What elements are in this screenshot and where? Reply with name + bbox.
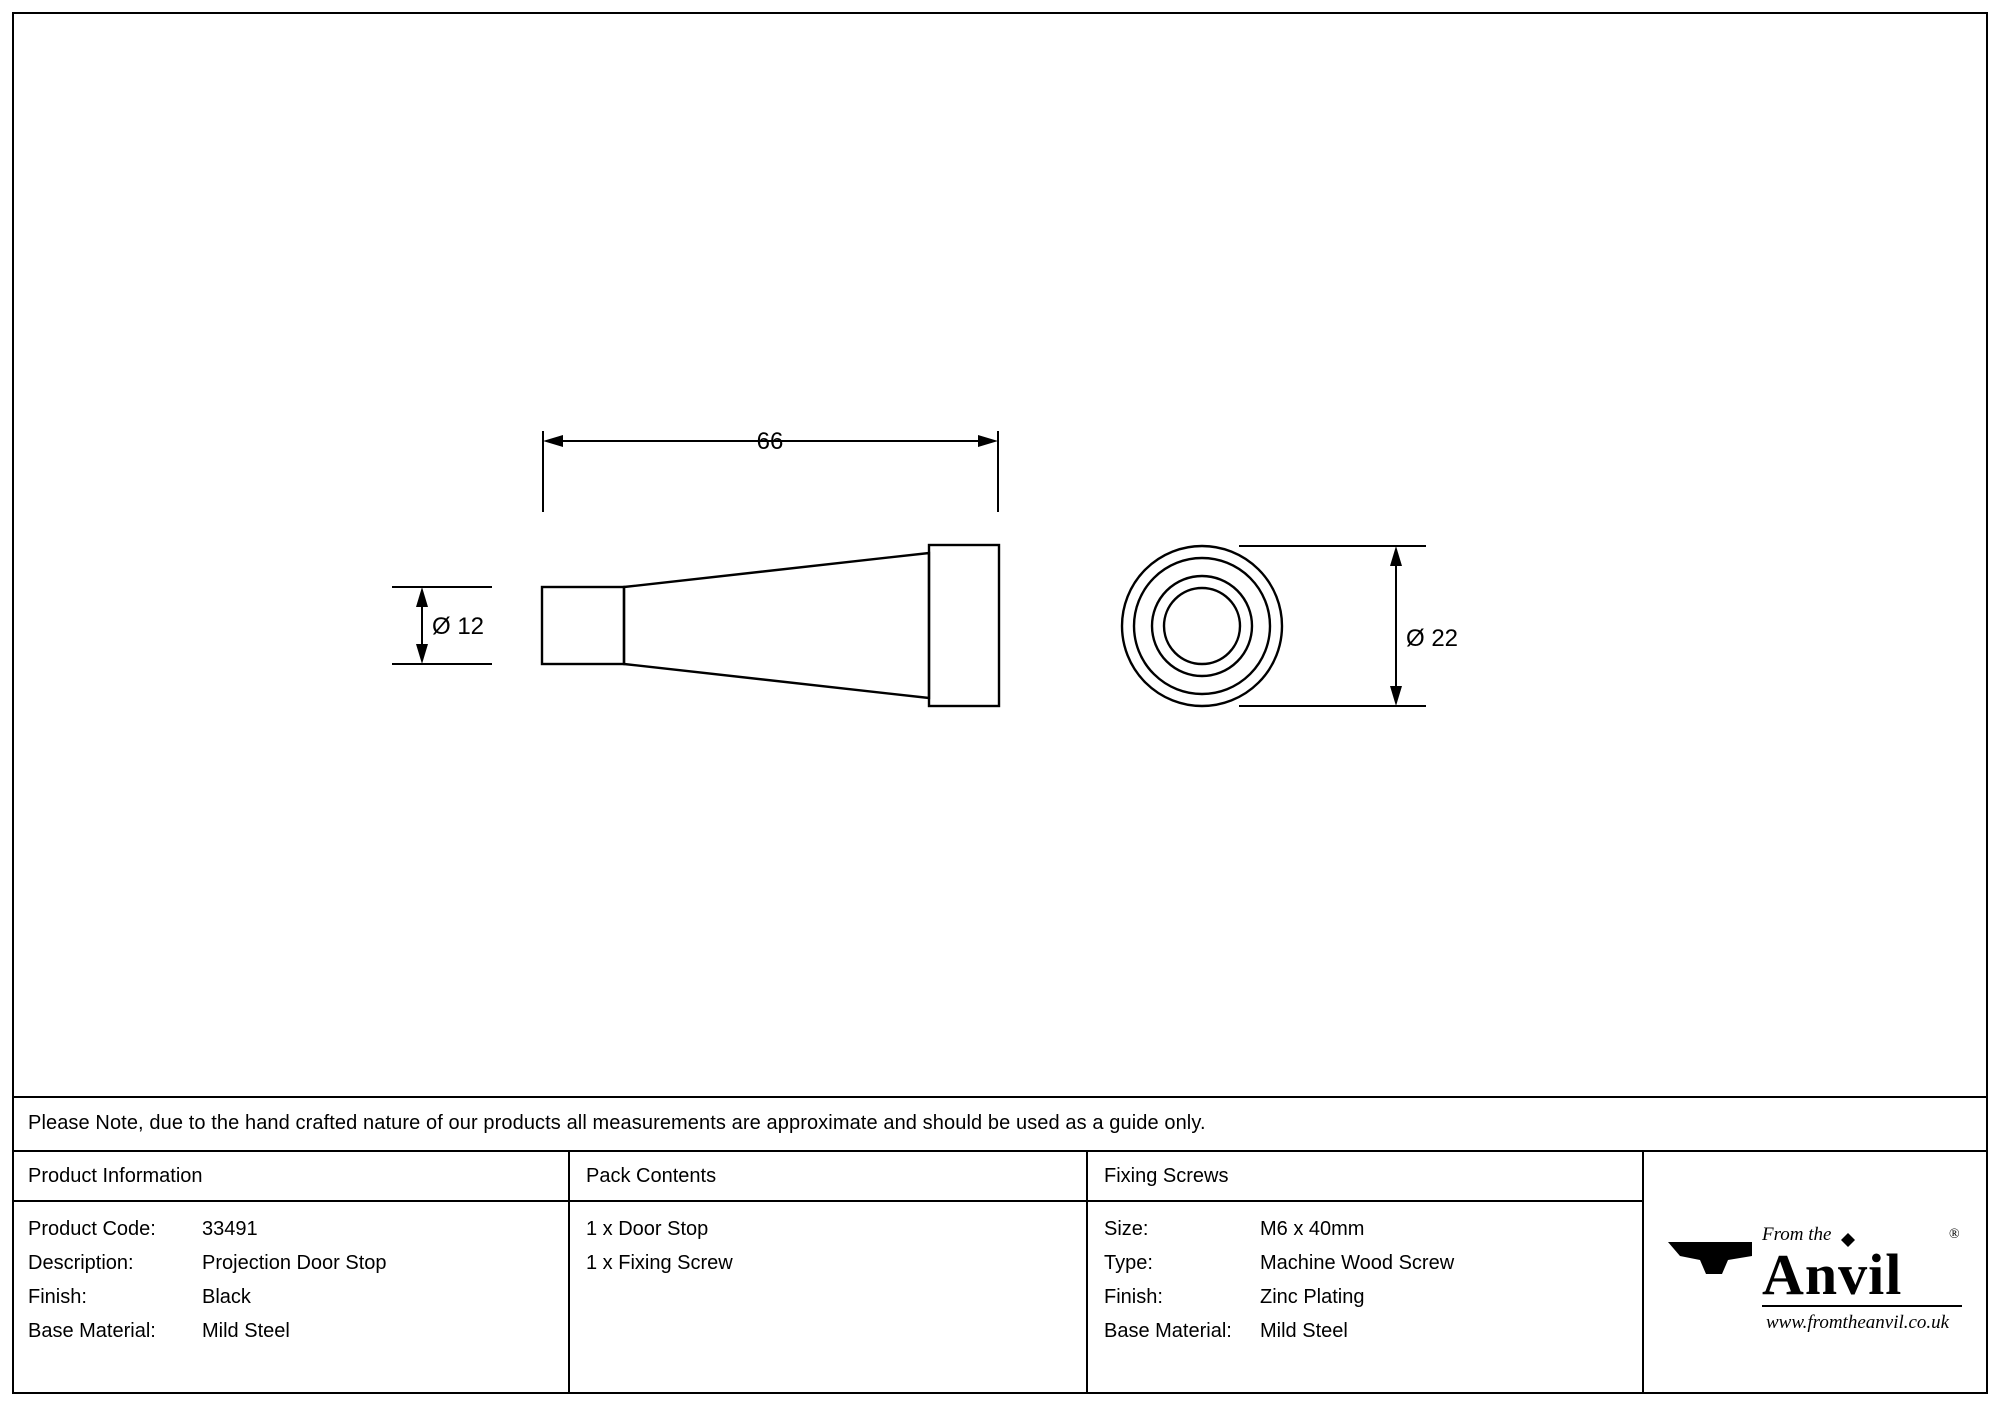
fixing-screws-header [1088,1152,1642,1202]
screw-base-material-label: Base Material: [1104,1320,1232,1342]
brand-logo [1666,1212,1968,1362]
front-view-circles [1122,546,1282,706]
table-row [1088,1286,1642,1320]
measurements-note: Please Note, due to the hand crafted nature of our products all measurements are approximate and should be used as a guide only. [28,1112,1206,1134]
fixing-screws-column [1086,1152,1642,1394]
anvil-logo-svg [1666,1212,1968,1362]
finish-value: Black [202,1286,251,1308]
description-label: Description: [28,1252,134,1274]
fixing-screws-rows [1088,1202,1642,1354]
table-row [12,1286,568,1320]
product-information-title: Product Information [28,1165,203,1187]
table-row [12,1320,568,1354]
logo-column [1642,1152,1988,1394]
dimension-base-diameter-label: Ø 22 [1406,625,1459,652]
list-item [570,1218,1086,1252]
screw-size-value: M6 x 40mm [1260,1218,1365,1240]
side-view-outline [542,545,999,706]
pack-contents-item-1: 1 x Door Stop [586,1218,709,1240]
screw-size-label: Size: [1104,1218,1149,1240]
product-code-value: 33491 [202,1218,258,1240]
description-value: Projection Door Stop [202,1252,387,1274]
product-information-header [12,1152,568,1202]
table-row [12,1218,568,1252]
pack-contents-column [568,1152,1086,1394]
pack-contents-header [570,1152,1086,1202]
fixing-screws-title: Fixing Screws [1104,1165,1229,1187]
dimension-base-diameter [1239,546,1426,706]
pack-contents-rows [570,1202,1086,1286]
screw-type-label: Type: [1104,1252,1153,1274]
base-material-label: Base Material: [28,1320,156,1342]
logo-top-line: From the [1762,1224,1832,1245]
pack-contents-title: Pack Contents [586,1165,717,1187]
dimension-length-label: 66 [756,428,784,455]
dimension-shaft-diameter-label: Ø 12 [432,613,485,640]
table-row [1088,1252,1642,1286]
product-information-column [12,1152,568,1394]
product-information-rows [12,1202,568,1354]
screw-finish-value: Zinc Plating [1260,1286,1365,1308]
logo-url: www.fromtheanvil.co.uk [1766,1312,1950,1333]
screw-finish-label: Finish: [1104,1286,1163,1308]
note-bar [12,1096,1988,1152]
screw-type-value: Machine Wood Screw [1260,1252,1455,1274]
product-code-label: Product Code: [28,1218,156,1240]
anvil-icon [1668,1242,1752,1274]
finish-label: Finish: [28,1286,87,1308]
info-table [12,1152,1988,1394]
table-row [12,1252,568,1286]
logo-registered-mark: ® [1949,1227,1960,1242]
logo-brand: Anvil [1762,1242,1903,1307]
base-material-value: Mild Steel [202,1320,290,1342]
screw-base-material-value: Mild Steel [1260,1320,1348,1342]
pack-contents-item-2: 1 x Fixing Screw [586,1252,733,1274]
list-item [570,1252,1086,1286]
table-row [1088,1320,1642,1354]
table-row [1088,1218,1642,1252]
